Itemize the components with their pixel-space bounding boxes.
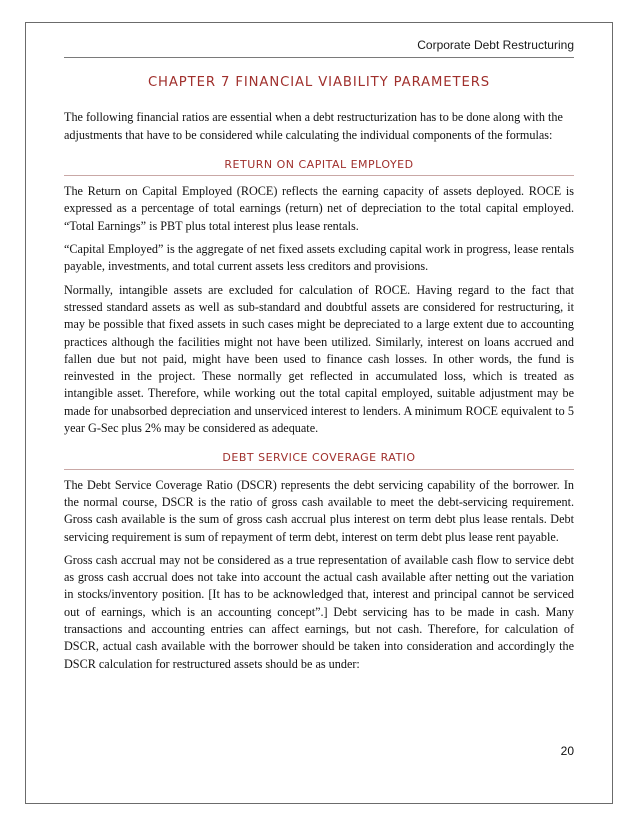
running-header: Corporate Debt Restructuring [417,38,574,52]
roce-paragraph-1: The Return on Capital Employed (ROCE) reflects the earning capacity of assets deployed. ROCE is expressed as a percentage of total earnings (return) net of depreciation to the total capital employed. “Total Earnings” is PBT plus total interest plus lease rentals. [64,184,574,233]
roce-paragraph-3: Normally, intangible assets are excluded for calculation of ROCE. Having regard to the fact that stressed standard assets as well as sub-standard and doubtful assets are considered for restructuring, it may be possible that fixed assets in such cases might be depreciated to a large extent due to accounting practices although the facilities might not have been utilized. Similarly, interest on loans accrued and fallen due but not paid, might have been used to finance cash losses. In other words, the fund is reinvested in the project. These normally get reflected in accumulated loss, which is treated as intangible asset. Therefore, while working out the total capital employed, suitable adjustment may be made for unabsorbed depreciation and unserviced interest to lenders. A minimum ROCE equivalent to 5 year G-Sec plus 2% may be considered as adequate. [64,282,574,436]
page-body [64,70,574,679]
dscr-paragraph-2: Gross cash accrual may not be considered as a true representation of available cash flow to service debt as gross cash accrual does not take into account the actual cash available after netting out the variation in stocks/inventory position. [It has to be acknowledged that, interest and principal cannot be serviced out of earnings, which is an accounting concept”.] Debt servicing has to be made in cash. Many transactions and accounting entries can affect earnings, but not cash. Therefore, for calculation of DSCR, actual cash available with the borrower should be taken into consideration and accordingly the DSCR calculation for restructured assets should be as under: [64,552,574,671]
roce-heading: RETURN ON CAPITAL EMPLOYED [64,156,574,176]
dscr-heading: DEBT SERVICE COVERAGE RATIO [64,449,574,469]
roce-paragraph-2: “Capital Employed” is the aggregate of net fixed assets excluding capital work in progress, lease rentals payable, investments, and total current assets less creditors and provisions. [64,242,574,274]
intro-paragraph: The following financial ratios are essential when a debt restructurization has to be done along with the adjustments that have to be considered while calculating the individual components of the formulas: [64,110,563,142]
dscr-paragraph-1: The Debt Service Coverage Ratio (DSCR) represents the debt servicing capability of the borrower. In the normal course, DSCR is the ratio of gross cash available to meet the debt-servicing requirement. Gross cash available is the sum of gross cash accrual plus interest on term debt plus lease rentals. Debt servicing requirement is sum of repayment of term debt, interest on term debt plus lease rent payable. [64,477,574,544]
page-number: 20 [560,744,574,758]
chapter-title: CHAPTER 7 FINANCIAL VIABILITY PARAMETERS [147,75,491,90]
header-rule [64,57,574,58]
